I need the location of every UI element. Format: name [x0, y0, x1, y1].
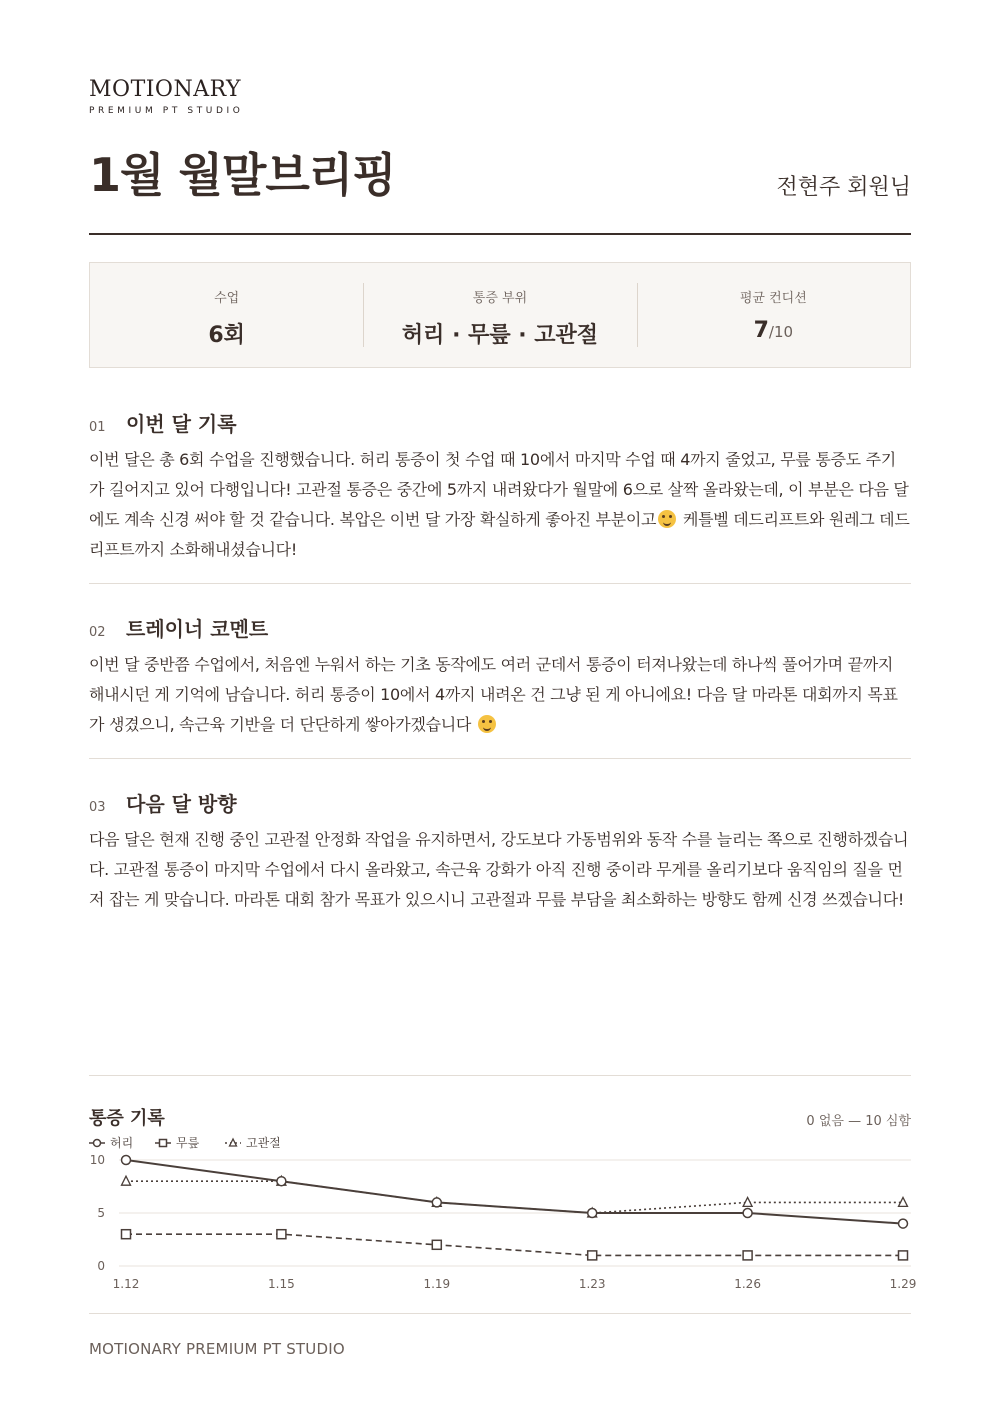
- section-title: 트레이너 코멘트: [126, 617, 269, 641]
- section-title: 다음 달 방향: [126, 792, 237, 816]
- page-title: 1월 월말브리핑: [89, 148, 396, 202]
- data-point-허리: [122, 1156, 131, 1165]
- summary-label: 통증 부위: [472, 291, 528, 306]
- chart-scale-note: 0 없음 — 10 심함: [806, 1114, 911, 1129]
- section-title: 이번 달 기록: [126, 412, 237, 436]
- summary-value: 6회: [208, 323, 245, 348]
- section-divider: [89, 758, 911, 759]
- section-next-month: [89, 788, 911, 915]
- chart-title: 통증 기록: [89, 1108, 165, 1129]
- data-point-무릎: [432, 1240, 441, 1249]
- data-point-허리: [432, 1198, 441, 1207]
- summary-value: 허리 · 무릎 · 고관절: [401, 323, 599, 348]
- summary-box: [89, 262, 911, 368]
- y-tick-label: 5: [97, 1206, 105, 1220]
- section-number: 03: [89, 800, 106, 815]
- series-line-허리: [126, 1160, 903, 1224]
- briefing-page: [89, 0, 917, 1415]
- section-divider: [89, 583, 911, 584]
- data-point-무릎: [743, 1251, 752, 1260]
- data-point-허리: [277, 1177, 286, 1186]
- title-divider: [89, 233, 911, 235]
- footer-divider: [89, 1313, 911, 1314]
- x-tick-label: 1.19: [423, 1277, 451, 1291]
- y-tick-label: 10: [89, 1153, 105, 1167]
- data-point-허리: [588, 1209, 597, 1218]
- section-number: 01: [89, 420, 106, 435]
- x-tick-label: 1.12: [112, 1277, 140, 1291]
- brand-subtitle: PREMIUM PT STUDIO: [89, 106, 244, 116]
- section-trainer-comment: [89, 613, 911, 740]
- series-line-무릎: [126, 1234, 903, 1255]
- data-point-무릎: [277, 1230, 286, 1239]
- legend-marker: [94, 1140, 101, 1147]
- summary-pain-areas: [363, 263, 636, 367]
- summary-condition: [637, 263, 910, 367]
- section-body: 이번 달은 총 6회 수업을 진행했습니다. 허리 통증이 첫 수업 때 10에서 마지막 수업 때 4까지 줄었고, 무릎 통증도 주기가 길어지고 있어 다행입니다! 고관절 통증은 중간에 5까지 내려왔다가 월말에 6으로 살짝 올라왔는데, 이 부분은 다음 달에도 계속 신경 써야 할 것 같습니다. 복압은 이번 달 가장 확실하게 좋아진 부분이고 케틀벨 데드리프트와 원레그 데드리프트까지 소화해내셨습니다!: [89, 450, 910, 559]
- brand-logo: [89, 78, 243, 116]
- smile-emoji-icon: [478, 715, 496, 733]
- legend-marker: [160, 1140, 167, 1147]
- x-tick-label: 1.23: [578, 1277, 606, 1291]
- chart-divider: [89, 1075, 911, 1076]
- section-monthly-record: [89, 408, 911, 565]
- smile-emoji-icon: [658, 510, 676, 528]
- data-point-허리: [743, 1209, 752, 1218]
- data-point-무릎: [899, 1251, 908, 1260]
- section-body: 다음 달은 현재 진행 중인 고관절 안정화 작업을 유지하면서, 강도보다 가동범위와 동작 수를 늘리는 쪽으로 진행하겠습니다. 고관절 통증이 마지막 수업에서 다시 올라왔고, 속근육 강화가 아직 진행 중이라 무게를 올리기보다 움직임의 질을 먼저 잡는 게 맞습니다. 마라톤 대회 참가 목표가 있으시니 고관절과 무릎 부담을 최소화하는 방향도 함께 신경 쓰겠습니다!: [89, 830, 909, 909]
- summary-label: 수업: [214, 291, 240, 306]
- data-point-무릎: [122, 1230, 131, 1239]
- summary-label: 평균 컨디션: [739, 291, 807, 306]
- summary-sessions: [90, 263, 363, 367]
- x-tick-label: 1.26: [734, 1277, 761, 1291]
- legend-label: 허리: [110, 1136, 134, 1150]
- section-body: 이번 달 중반쯤 수업에서, 처음엔 누워서 하는 기초 동작에도 여러 군데서 통증이 터져나왔는데 하나씩 풀어가며 끝까지 해내시던 게 기억에 남습니다. 허리 통증이 10에서 4까지 내려온 건 그냥 된 게 아니에요! 다음 달 마라톤 대회까지 목표가 생겼으니, 속근육 기반을 더 단단하게 쌓아가겠습니다: [89, 655, 898, 734]
- footer-text: MOTIONARY PREMIUM PT STUDIO: [89, 1340, 345, 1358]
- brand-name: MOTIONARY: [89, 77, 242, 102]
- section-number: 02: [89, 625, 106, 640]
- x-tick-label: 1.29: [889, 1277, 917, 1291]
- y-tick-label: 0: [97, 1259, 105, 1273]
- legend-label: 고관절: [246, 1136, 281, 1150]
- legend-label: 무릎: [176, 1136, 200, 1150]
- summary-value: 7/10: [753, 318, 794, 343]
- x-tick-label: 1.15: [268, 1277, 295, 1291]
- legend-marker: [230, 1139, 237, 1146]
- data-point-고관절: [122, 1176, 131, 1185]
- summary-unit: /10: [768, 323, 794, 341]
- data-point-무릎: [588, 1251, 597, 1260]
- pain-line-chart: [89, 1130, 917, 1330]
- member-name: 전현주 회원님: [776, 175, 911, 200]
- data-point-허리: [899, 1219, 908, 1228]
